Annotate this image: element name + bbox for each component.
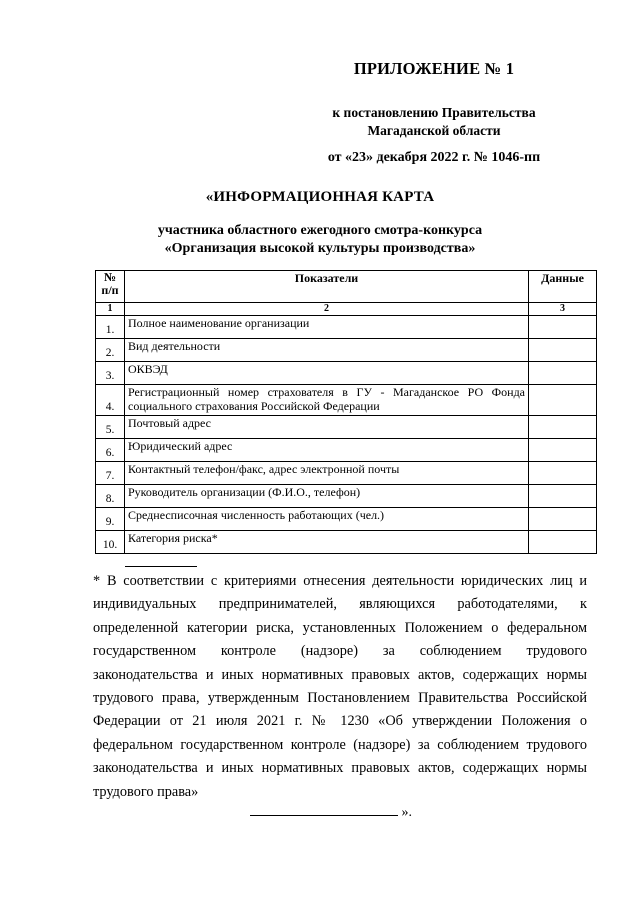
table-row [96, 531, 597, 554]
table-header-row [96, 271, 597, 303]
row-label: Руководитель организации (Ф.И.О., телефон) [125, 485, 529, 508]
appendix-resolution-line: к постановлению Правительства [332, 105, 536, 120]
row-number: 2. [96, 339, 125, 362]
row-data-cell[interactable] [529, 339, 597, 362]
row-data-cell[interactable] [529, 485, 597, 508]
closing-line [250, 803, 412, 821]
row-data-cell[interactable] [529, 362, 597, 385]
table-row [96, 416, 597, 439]
row-label: Контактный телефон/факс, адрес электронной почты [125, 462, 529, 485]
info-table [95, 270, 597, 554]
table-row [96, 439, 597, 462]
appendix-title: ПРИЛОЖЕНИЕ № 1 [353, 59, 515, 78]
row-number: 4. [96, 385, 125, 416]
row-label: Среднесписочная численность работающих (чел.) [125, 508, 529, 531]
row-label: ОКВЭД [125, 362, 529, 385]
row-label: Полное наименование организации [125, 316, 529, 339]
row-number: 5. [96, 416, 125, 439]
table-row [96, 385, 597, 416]
card-subtitle-1: участника областного ежегодного смотра-конкурса [157, 223, 483, 238]
appendix-region-line: Магаданской области [367, 123, 501, 138]
header-num: № п/п [96, 271, 125, 303]
row-label: Юридический адрес [125, 439, 529, 462]
card-title: «ИНФОРМАЦИОННАЯ КАРТА [205, 189, 435, 205]
row-number: 8. [96, 485, 125, 508]
appendix-date: от «23» декабря 2022 г. № 1046-пп [327, 150, 541, 165]
row-data-cell[interactable] [529, 385, 597, 416]
table-row [96, 485, 597, 508]
row-label: Вид деятельности [125, 339, 529, 362]
column-number: 1 [96, 303, 125, 316]
row-number: 6. [96, 439, 125, 462]
row-data-cell[interactable] [529, 508, 597, 531]
row-data-cell[interactable] [529, 416, 597, 439]
table-row [96, 316, 597, 339]
table-row [96, 339, 597, 362]
column-numbers-row [96, 303, 597, 316]
footnote: * В соответствии с критериями отнесения деятельности юридических лиц и индивидуальных предпринимателей, являющихся работодателями, к определенной категории риска, установленных Положением о федеральном государственном контроле (надзоре) за соблюдением трудового законодательства и иных нормативных правовых актов, содержащих нормы трудового права, утвержденным Постановлением Правительства Российской Федерации от 21 июля 2021 г. № 1230 «Об утверждении Положения о федеральном государственном контроле (надзоре) за соблюдением трудового законодательства и иных нормативных правовых актов, содержащих нормы трудового права» [93, 573, 587, 800]
closing-quote: ». [401, 805, 412, 820]
appendix-block [284, 58, 584, 167]
row-data-cell[interactable] [529, 439, 597, 462]
row-label: Регистрационный номер страхователя в ГУ - Магаданское РО Фонда социального страхования Российской Федерации [125, 385, 529, 416]
table-row [96, 362, 597, 385]
row-label: Почтовый адрес [125, 416, 529, 439]
row-number: 3. [96, 362, 125, 385]
footnote-separator [125, 566, 197, 567]
row-label: Категория риска* [125, 531, 529, 554]
column-number: 3 [529, 303, 597, 316]
column-number: 2 [125, 303, 529, 316]
row-data-cell[interactable] [529, 462, 597, 485]
row-number: 9. [96, 508, 125, 531]
header-data: Данные [529, 271, 597, 303]
table-row [96, 462, 597, 485]
signature-underline [250, 803, 398, 816]
card-subtitle-2: «Организация высокой культуры производства» [164, 241, 476, 256]
header-indicator: Показатели [125, 271, 529, 303]
table-row [96, 508, 597, 531]
row-number: 1. [96, 316, 125, 339]
row-data-cell[interactable] [529, 316, 597, 339]
row-number: 10. [96, 531, 125, 554]
row-number: 7. [96, 462, 125, 485]
row-data-cell[interactable] [529, 531, 597, 554]
